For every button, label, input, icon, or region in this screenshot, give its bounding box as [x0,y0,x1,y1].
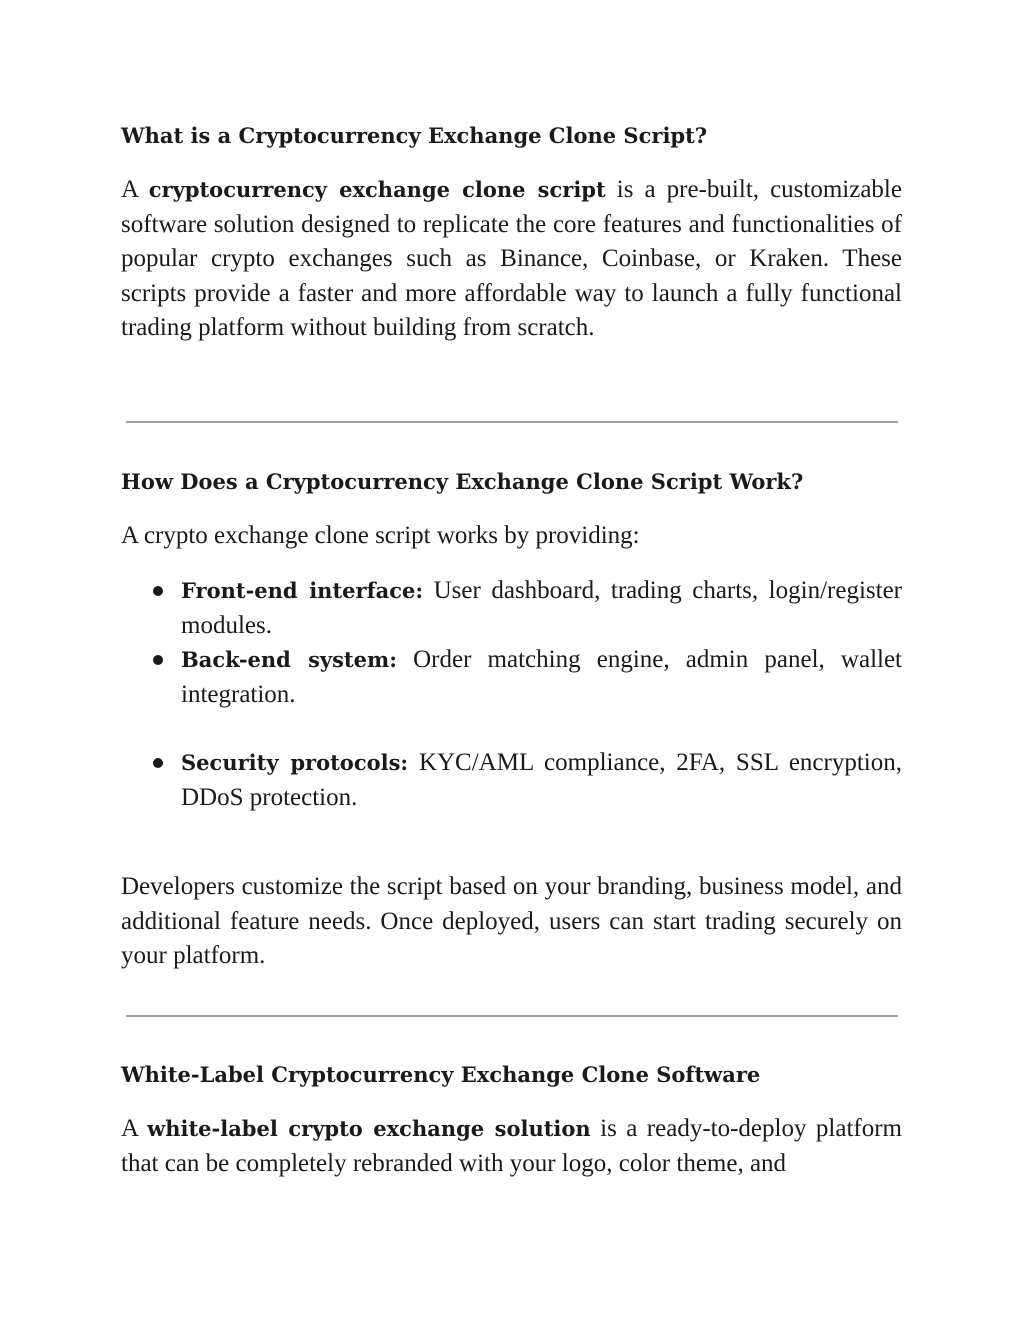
para-body-text: is a pre-built, customizable software solution designed to replicate the core features and functionalities of popular crypto exchanges such as Binance, Coinbase, or Kraken. These scripts provide a faster and more affordable way to launch a fully functional trading platform without building from scratch. [121,176,902,341]
bullet-dot-icon [153,586,163,596]
para-bold-term: white-label crypto exchange solution [147,1116,591,1141]
para-bold-term: cryptocurrency exchange clone script [148,177,606,202]
bullet-bold-label: Security protocols: [181,750,409,775]
section-heading-what-is: What is a Cryptocurrency Exchange Clone Script? [121,123,708,148]
list-item [181,643,902,712]
bullet-dot-icon [153,655,163,665]
para-lead-text: A [121,1115,148,1142]
bullet-bold-label: Front-end interface: [181,578,424,603]
bullet-text: KYC/AML compliance, 2FA, SSL encryption, DDoS protection. [181,749,902,811]
section-intro-how-works: A crypto exchange clone script works by providing: [121,522,640,549]
para-lead-text: A [121,176,149,203]
horizontal-divider [126,1015,898,1017]
section-heading-white-label: White-Label Cryptocurrency Exchange Clone Software [121,1062,761,1087]
list-item [181,746,902,815]
section-paragraph-white-label [121,1112,902,1181]
horizontal-divider [126,421,898,423]
list-item [181,574,902,643]
section-closing-how-works: Developers customize the script based on your branding, business model, and additional feature needs. Once deployed, users can start trading securely on your platform. [121,873,902,969]
bullet-text: User dashboard, trading charts, login/register modules. [181,577,902,639]
para-body-text: is a ready-to-deploy platform that can be completely rebranded with your logo, color theme, and [121,1115,902,1177]
section-heading-how-works: How Does a Cryptocurrency Exchange Clone Script Work? [121,469,804,494]
bullet-bold-label: Back-end system: [181,647,397,672]
bullet-dot-icon [153,758,163,768]
bullet-text: Order matching engine, admin panel, wallet integration. [181,646,903,708]
section-paragraph-what-is [121,173,902,346]
